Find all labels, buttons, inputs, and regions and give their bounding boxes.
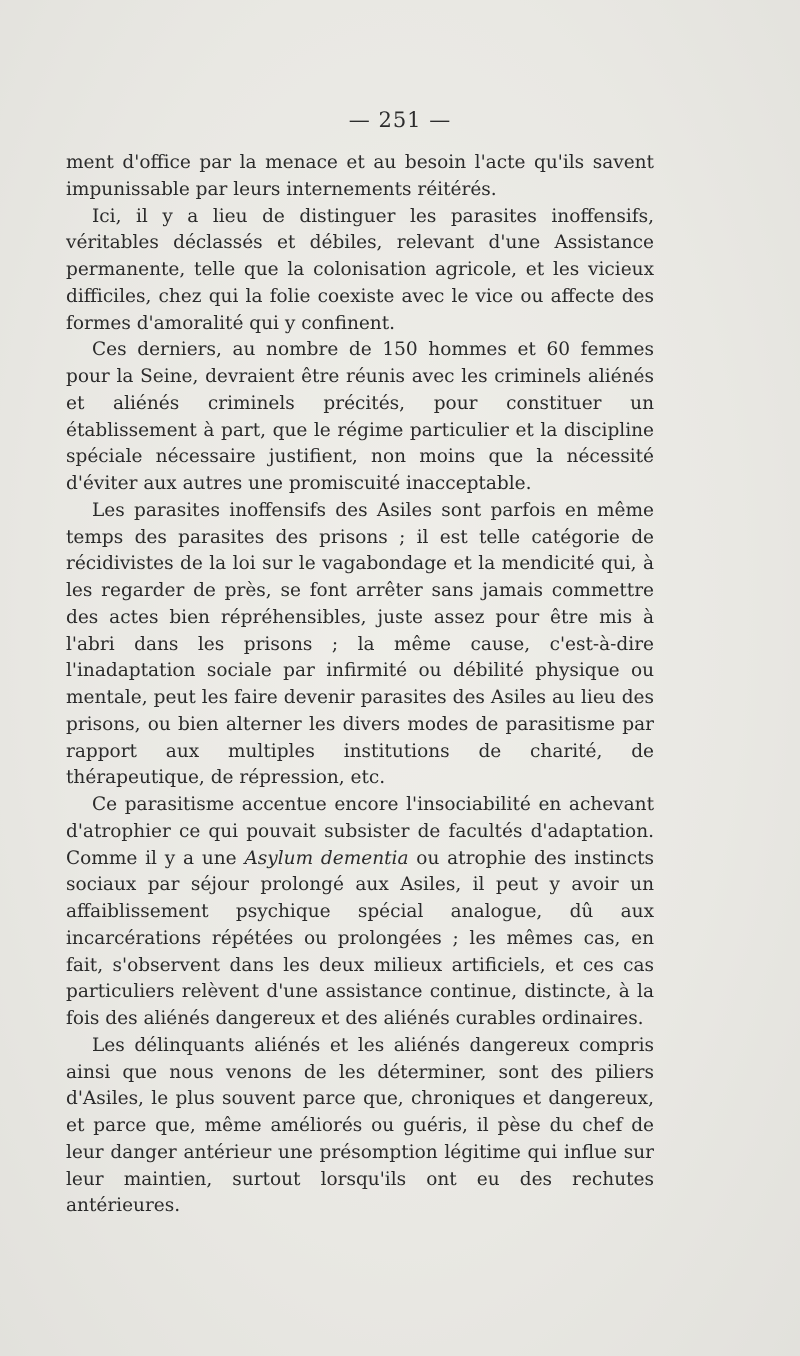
paragraph-1: ment d'office par la menace et au besoin l'acte qu'ils savent impunissable par leurs internements réitérés. xyxy=(66,152,654,200)
paragraph-5-after: ou atrophie des instincts sociaux par séjour prolongé aux Asiles, il peut y avoir un affaiblissement psychique spécial analogue, dû aux incarcérations répétées ou prolongées ; les mêmes cas, en fait, s'observent dans les deux milieux artificiels, et ces cas particuliers relèvent d'une assistance continue, distincte, à la fois des aliénés dangereux et des aliénés curables ordinaires. xyxy=(66,847,654,1029)
paragraph-3: Ces derniers, au nombre de 150 hommes et 60 femmes pour la Seine, devraient être réunis avec les criminels aliénés et aliénés criminels précités, pour constituer un établissement à part, que le régime particulier et la discipline spéciale nécessaire justifient, non moins que la nécessité d'éviter aux autres une promiscuité inacceptable. xyxy=(66,339,654,494)
body-text xyxy=(66,150,654,1220)
page-number: — 251 — xyxy=(348,108,452,132)
paragraph-5 xyxy=(66,792,654,1033)
paragraph-4: Les parasites inoffensifs des Asiles sont parfois en même temps des parasites des prisons ; il est telle catégorie de récidivistes de la loi sur le vagabondage et la mendicité qui, à les regarder de près, se font arrêter sans jamais commettre des actes bien répréhensibles, juste assez pour être mis à l'abri dans les prisons ; la même cause, c'est-à-dire l'inadaptation sociale par infirmité ou débilité physique ou mentale, peut les faire devenir parasites des Asiles au lieu des prisons, ou bien alterner les divers modes de parasitisme par rapport aux multiples institutions de charité, de thérapeutique, de répression, etc. xyxy=(66,499,654,789)
italic-term: Asylum dementia xyxy=(244,847,409,869)
paragraph-2: Ici, il y a lieu de distinguer les parasites inoffensifs, véritables déclassés et débiles, relevant d'une Assistance permanente, telle que la colonisation agricole, et les vicieux difficiles, chez qui la folie coexiste avec le vice ou affecte des formes d'amoralité qui y confinent. xyxy=(66,205,654,334)
paragraph-5-before: Ce parasitisme accentue encore l'insociabilité en achevant d'atrophier ce qui pouvait subsister de facultés d'adaptation. Comme il y a une xyxy=(66,794,654,869)
paragraph-6: Les délinquants aliénés et les aliénés dangereux compris ainsi que nous venons de les déterminer, sont des piliers d'Asiles, le plus souvent parce que, chroniques et dangereux, et parce que, même améliorés ou guéris, il pèse du chef de leur danger antérieur une présomption légitime qui influe sur leur maintien, surtout lorsqu'ils ont eu des rechutes antérieures. xyxy=(66,1034,654,1217)
